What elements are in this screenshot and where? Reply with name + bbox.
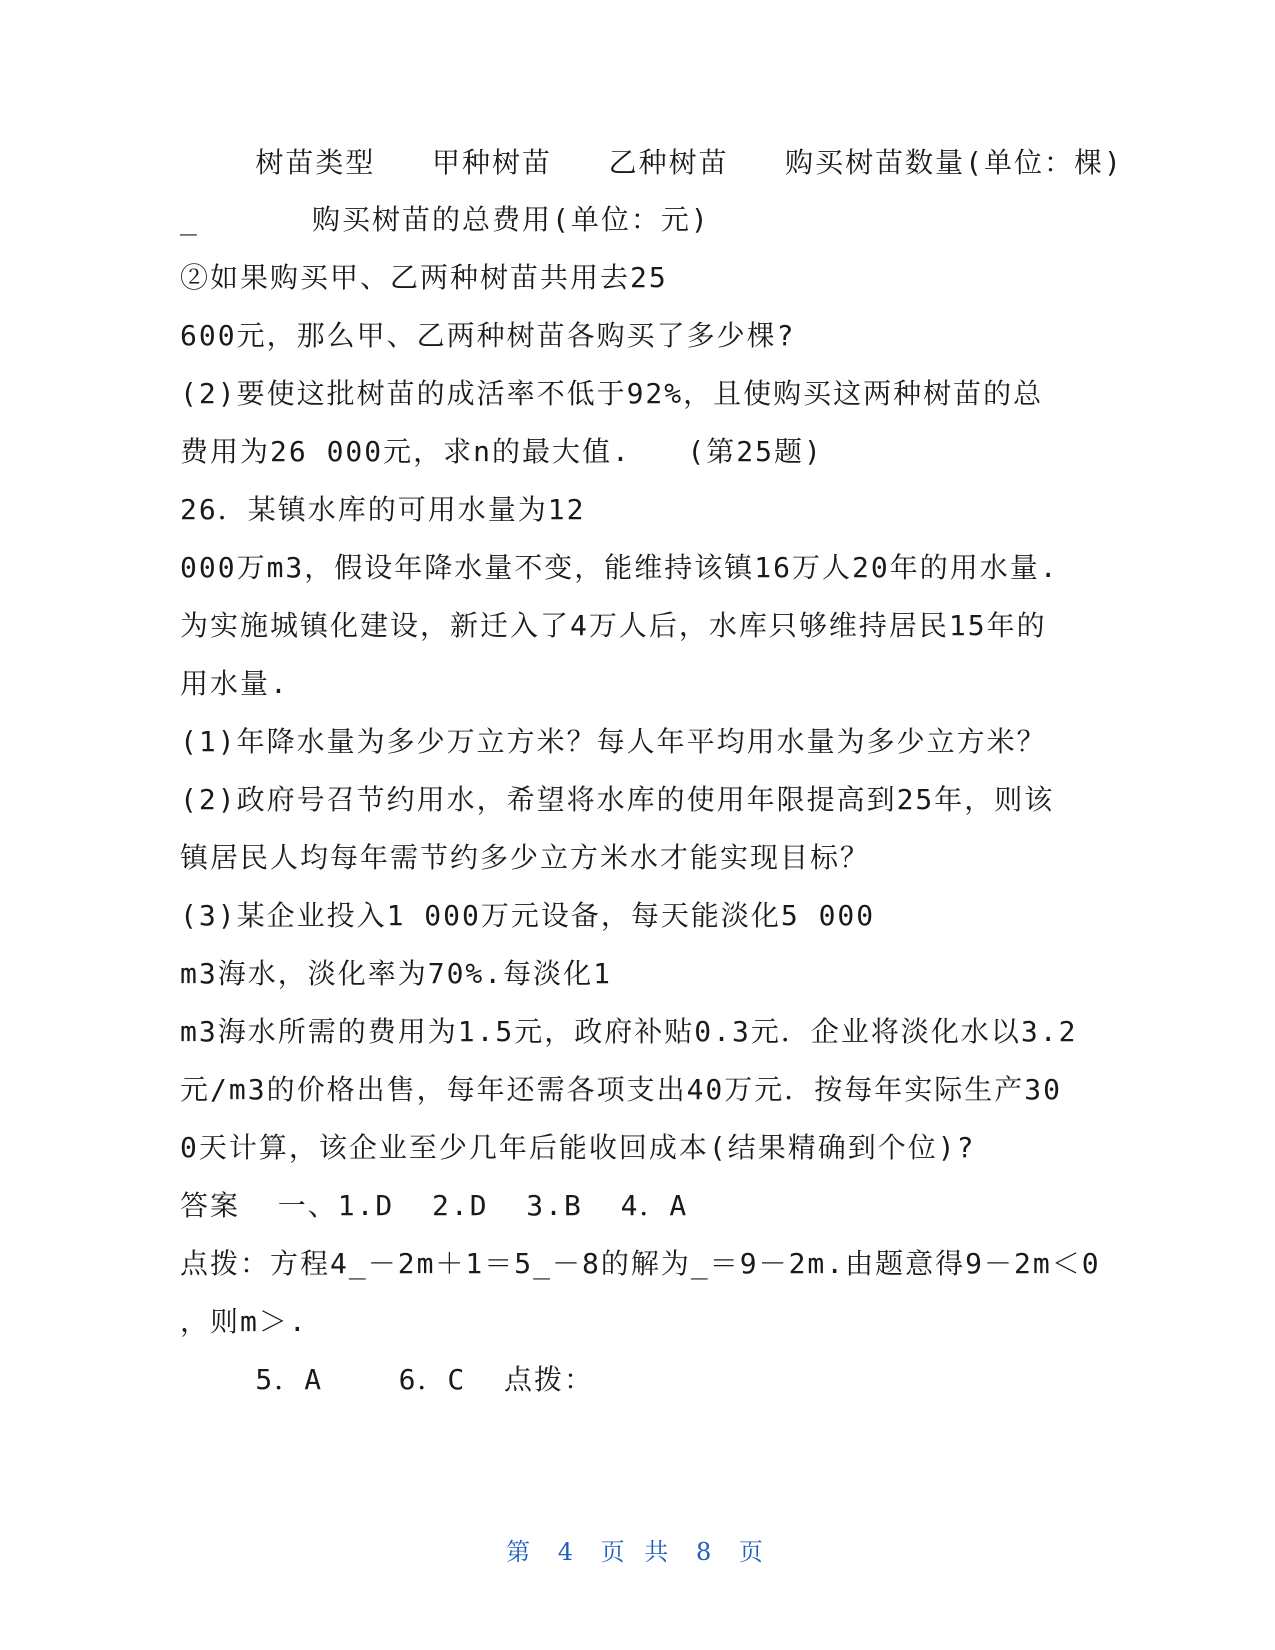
text-line: 点拨：方程4_－2m＋1＝5_－8的解为_＝9－2m.由题意得9－2m＜0 (180, 1247, 1101, 1280)
text-line: 0天计算，该企业至少几年后能收回成本(结果精确到个位)? (180, 1131, 976, 1164)
question-heading: 26．某镇水库的可用水量为12 (180, 493, 586, 526)
text-line: m3海水，淡化率为70%.每淡化1 (180, 957, 613, 990)
current-page-number: 4 (557, 1538, 580, 1566)
page-footer (0, 1532, 1275, 1567)
footer-suffix: 页 (738, 1538, 769, 1566)
footer-mid: 页 共 (600, 1538, 675, 1566)
text-line: (1)年降水量为多少万立方米？每人年平均用水量为多少立方米？ (180, 725, 1047, 758)
text-line: 镇居民人均每年需节约多少立方米水才能实现目标？ (180, 841, 871, 874)
answer-heading: 答案 一、1.D 2.D 3.B 4．A (180, 1189, 689, 1222)
text-line: m3海水所需的费用为1.5元，政府补贴0.3元．企业将淡化水以3.2 (180, 1015, 1078, 1048)
footer-prefix: 第 (506, 1538, 537, 1566)
text-line: (2)政府号召节约用水，希望将水库的使用年限提高到25年，则该 (180, 783, 1055, 816)
text-line: 元/m3的价格出售，每年还需各项支出40万元．按每年实际生产30 (180, 1073, 1063, 1106)
text-line: 用水量. (180, 667, 289, 700)
text-line: ，则m＞. (180, 1305, 308, 1338)
text-line: 费用为26 000元，求n的最大值. (第25题) (180, 435, 823, 468)
text-line: ②如果购买甲、乙两种树苗共用去25 (180, 261, 668, 294)
text-line: 为实施城镇化建设，新迁入了4万人后，水库只够维持居民15年的 (180, 609, 1047, 642)
text-line: 5．A 6．C 点拨： (180, 1363, 595, 1396)
text-line: 600元，那么甲、乙两种树苗各购买了多少棵? (180, 319, 796, 352)
table-header-line: 树苗类型 甲种树苗 乙种树苗 购买树苗数量(单位：棵) (180, 146, 1123, 179)
text-line: 000万m3，假设年降水量不变，能维持该镇16万人20年的用水量. (180, 551, 1059, 584)
text-line: _ 购买树苗的总费用(单位：元) (180, 203, 710, 236)
text-line: (3)某企业投入1 000万元设备，每天能淡化5 000 (180, 899, 876, 932)
total-pages-number: 8 (695, 1538, 718, 1566)
text-line: (2)要使这批树苗的成活率不低于92%，且使购买这两种树苗的总 (180, 377, 1044, 410)
